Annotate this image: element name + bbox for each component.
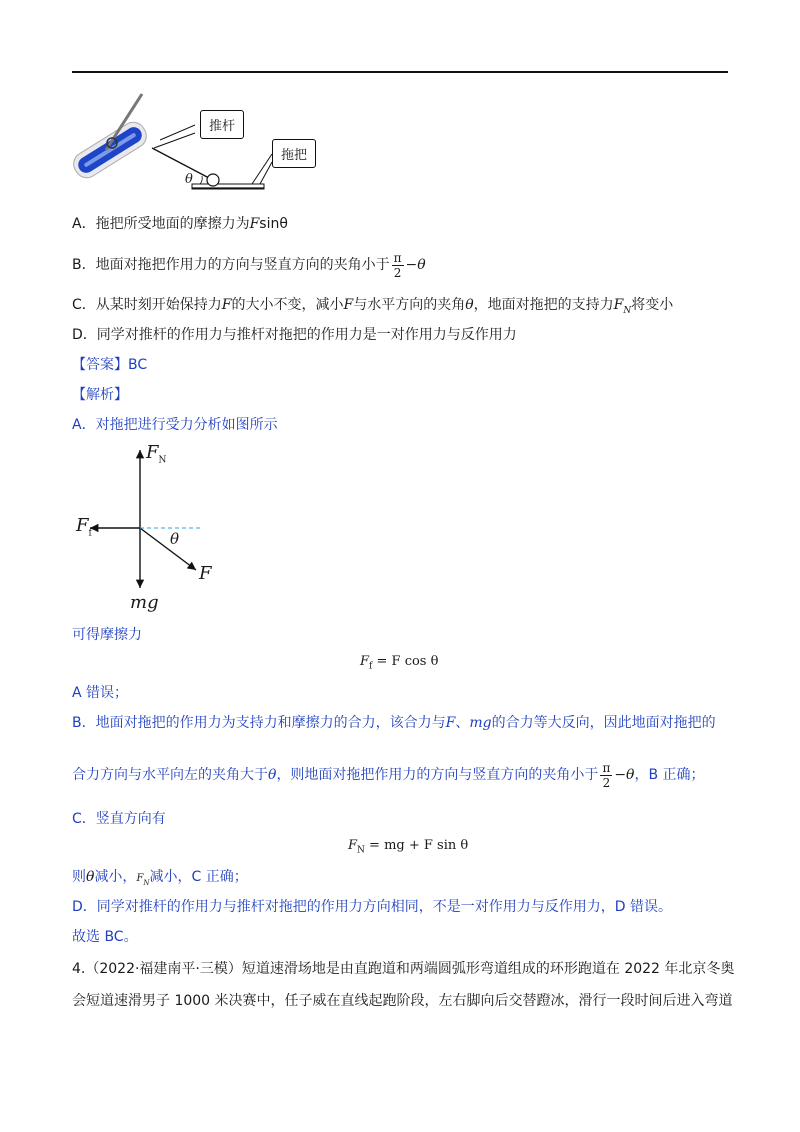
header-rule	[72, 71, 728, 73]
fn-label: $F_N$	[146, 442, 167, 466]
theta-label: θ	[185, 172, 193, 187]
formula-friction: $F_f = F$ cos θ	[360, 654, 439, 672]
question4-line2: 会短道速滑男子 1000 米决赛中，任子威在直线起跑阶段，左右脚向后交替蹬冰，滑行一段时间后进入弯道	[72, 993, 733, 1009]
force-diagram	[70, 440, 230, 612]
pushrod-callout: 推杆	[200, 110, 244, 139]
option-c: C．从某时刻开始保持力F的大小不变，减小F与水平方向的夹角θ，地面对拖把的支持力$F_N$将变小	[72, 297, 674, 316]
applied-force-arrow	[140, 528, 196, 570]
solution-c-intro: C．竖直方向有	[72, 811, 166, 827]
theta-label-2: θ	[170, 530, 180, 548]
mop-callout: 拖把	[272, 139, 316, 168]
solution-b-line2: 合力方向与水平向左的夹角大于θ，则地面对拖把作用力的方向与竖直方向的夹角小于 $\frac{\pi}{2}$ −θ，B 正确；	[72, 760, 705, 790]
solution-a-intro: A．对拖把进行受力分析如图所示	[72, 417, 278, 433]
answer-line: 【答案】BC	[72, 357, 148, 373]
pi-over-2-b: $\frac{\pi}{2}$	[602, 760, 611, 790]
solution-b-line1: B．地面对拖把的作用力为支持力和摩擦力的合力，该合力与F、mg的合力等大反向，因此地面对拖把的	[72, 715, 716, 731]
ff-label: $F_f$	[76, 515, 92, 539]
option-b: B．地面对拖把作用力的方向与竖直方向的夹角小于 $\frac{\pi}{2}$ −θ	[72, 250, 426, 280]
push-rod-line	[152, 148, 209, 178]
option-d: D．同学对推杆的作用力与推杆对拖把的作用力是一对作用力与反作用力	[72, 327, 517, 343]
formula-normal: $F_N$ = mg + F sin θ	[348, 838, 469, 856]
a-wrong: A 错误；	[72, 685, 129, 701]
mg-label: mg	[130, 592, 159, 613]
friction-intro: 可得摩擦力	[72, 627, 142, 643]
mop-photo	[72, 94, 151, 182]
pivot-circle	[207, 174, 219, 186]
question4-line1: 4.（2022·福建南平·三模）短道速滑场地是由直跑道和两端圆弧形弯道组成的环形跑道在 2022 年北京冬奥	[72, 961, 735, 977]
solution-c-conclusion: 则θ减小，$F_N$减小，C 正确；	[72, 869, 248, 887]
solution-conclusion: 故选 BC。	[72, 929, 138, 945]
f-label: F	[199, 563, 212, 584]
pi-over-2: $\frac{\pi}{2}$	[393, 250, 402, 280]
analysis-label: 【解析】	[72, 387, 128, 403]
solution-d: D．同学对推杆的作用力与推杆对拖把的作用力方向相同，不是一对作用力与反作用力，D 错误。	[72, 899, 673, 915]
option-a: A．拖把所受地面的摩擦力为Fsinθ	[72, 216, 288, 232]
